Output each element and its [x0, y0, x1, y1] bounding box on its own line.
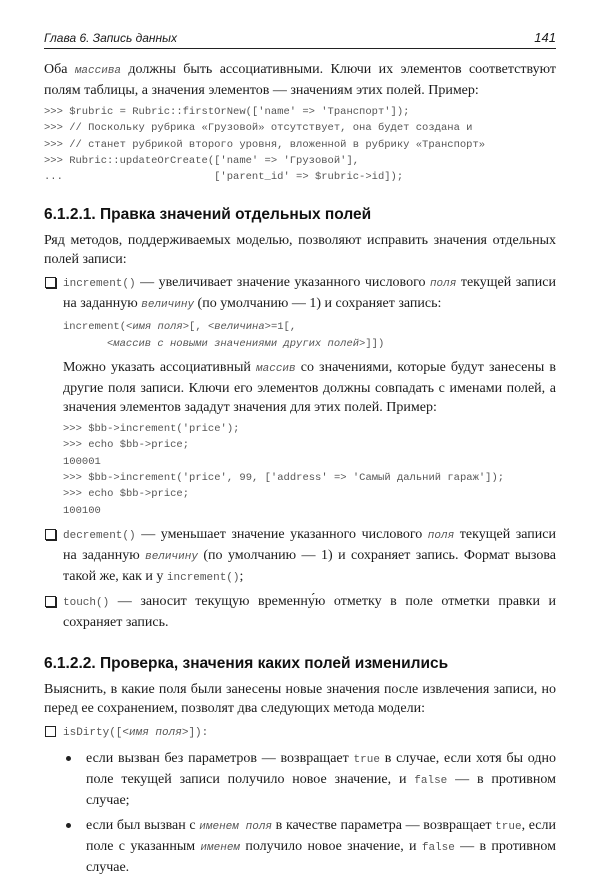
list-item-increment: increment() — увеличивает значение указанного числового поля текущей записи на заданную величину (по умолчанию — 1) и сохраняет запись: increment(<имя поля>[, <величина>=1[, <массив с новыми значениями других полей>]]) Можно указать ассоциативный массив со значениями, которые будут занесены в другие поля записи. Ключи его элементов должны совпадать с именами полей, а значения элементов зададут значения для этих полей. Пример: >>> $bb->increment('price'); >>> echo $bb->price; 100001 >>> $bb->increment('price', 99, ['address' => 'Самый дальний гараж']); >>> echo $bb->price; 100100 — [44, 273, 556, 518]
code-listing-increment — [63, 421, 556, 519]
code-line: 100100 — [63, 504, 101, 517]
list-item-touch: touch() — заносит текущую временну́ю отметку в поле отметки правки и сохраняет запись. — [44, 592, 556, 632]
code-line: >>> echo $bb->price; — [63, 439, 190, 452]
intro-paragraph: Оба массива должны быть ассоциативными. Ключи их элементов соответствуют полям таблицы, а значения элементов — значениям этих полей. Пример: — [44, 62, 556, 98]
bullet-dot-icon — [66, 823, 71, 828]
code-line: >>> Rubric::updateOrCreate(['name' => 'Грузовой'], — [44, 154, 360, 167]
list-item-isdirty: isDirty([<имя поля>]): — [44, 722, 556, 743]
code-line: 100001 — [63, 455, 101, 468]
code-line: >>> $bb->increment('price', 99, ['address' => 'Самый дальний гараж']); — [63, 471, 505, 484]
checkbox-bullet-icon — [45, 726, 56, 737]
code-line: ... ['parent_id' => $rubric->id]); — [44, 171, 404, 184]
bullet-no-params: если вызван без параметров — возвращает true в случае, если хотя бы одно поле текущей записи получило новое значение, и false — в противном случае; — [44, 749, 556, 810]
checkbox-bullet-icon — [45, 277, 56, 288]
running-header — [44, 28, 556, 49]
code-line: >>> $rubric = Rubric::firstOrNew(['name' => 'Транспорт']); — [44, 106, 410, 118]
code-line: >>> $bb->increment('price'); — [63, 423, 240, 436]
checkbox-bullet-icon — [45, 596, 56, 607]
code-line: >>> echo $bb->price; — [63, 488, 190, 501]
bullet-dot-icon — [66, 756, 71, 761]
increment-array-note: Можно указать ассоциативный массив со значениями, которые будут занесены в другие поля записи. Ключи его элементов должны совпадать с именами полей, а значения элементов зададут значения для этих полей. Пример: — [63, 360, 556, 416]
bullet-with-field: если был вызван с именем поля в качестве параметра — возвращает true, если поле с указанным именем получило новое значение, и false — в противном случае. — [44, 816, 556, 877]
chapter-title: Глава 6. Запись данных — [44, 31, 177, 45]
code-line: >>> // станет рубрикой второго уровня, вложенной в рубрику «Транспорт» — [44, 138, 486, 151]
section1-intro: Ряд методов, поддерживаемых моделью, позволяют исправить значения отдельных полей записи: — [44, 233, 556, 268]
section-heading-dirty-check: 6.1.2.2. Проверка, значения каких полей изменились — [44, 654, 449, 672]
code-line: >>> // Поскольку рубрика «Грузовой» отсутствует, она будет создана и — [44, 122, 473, 135]
code-listing-rubric — [44, 104, 556, 185]
page-number: 141 — [534, 30, 556, 45]
section-heading-field-edit: 6.1.2.1. Правка значений отдельных полей — [44, 206, 372, 224]
checkbox-bullet-icon — [45, 529, 56, 540]
increment-signature: increment(<имя поля>[, <величина>=1[, <массив с новыми значениями других полей>]]) — [63, 321, 385, 350]
section2-intro: Выяснить, в какие поля были занесены новые значения после извлечения записи, но перед ее сохранением, позволят два следующих метода модели: — [44, 681, 556, 716]
list-item-decrement: decrement() — уменьшает значение указанного числового поля текущей записи на заданную величину (по умолчанию — 1) и сохраняет запись. Формат вызова такой же, как и у increment(); — [44, 525, 556, 588]
page-content — [44, 60, 556, 877]
